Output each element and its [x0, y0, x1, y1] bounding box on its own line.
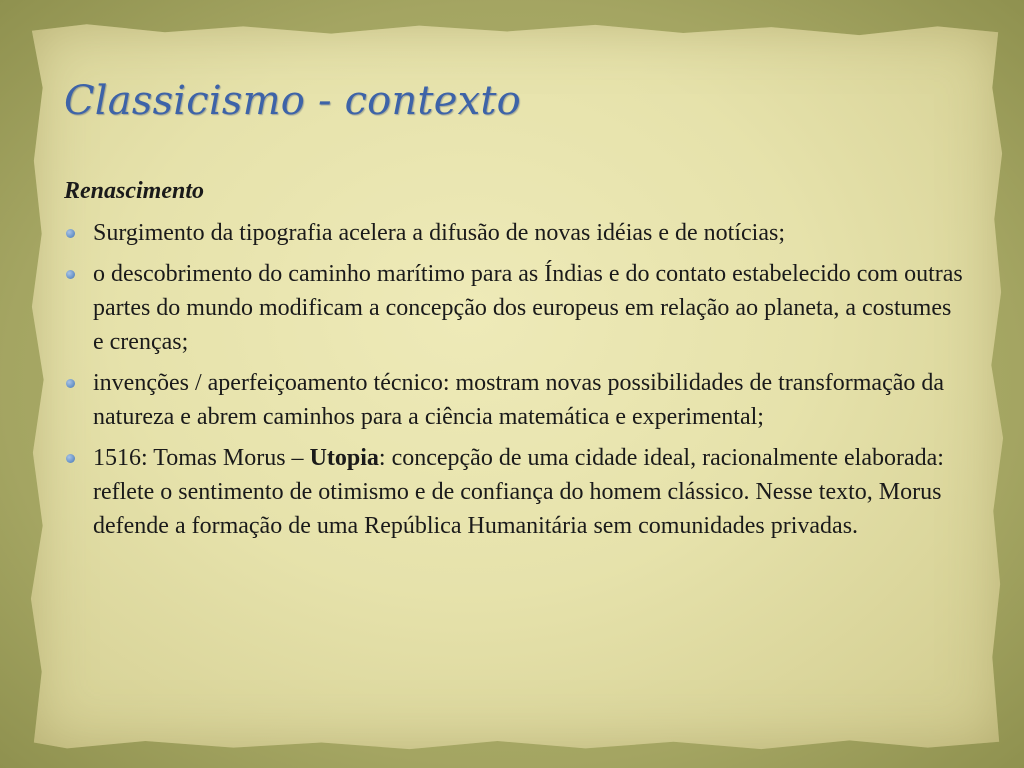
bullet-item [64, 216, 964, 250]
section-subheading: Renascimento [64, 178, 205, 204]
bullet-dot-icon [66, 454, 75, 463]
slide-title: Classicismo - contexto [64, 78, 521, 124]
bullet-item [64, 366, 964, 434]
bullet-dot-icon [66, 379, 75, 388]
bullet-item [64, 257, 964, 359]
bullet-dot-icon [66, 229, 75, 238]
bullet-text: o descobrimento do caminho marítimo para as Índias e do contato estabelecido com outras partes do mundo modificam a concepção dos europeus em relação ao planeta, a costumes e crenças; [93, 261, 963, 355]
bullet-text-prefix: 1516: Tomas Morus – [93, 445, 310, 471]
slide-content [64, 174, 964, 550]
bullet-item [64, 441, 964, 543]
bullet-text: invenções / aperfeiçoamento técnico: mostram novas possibilidades de transformação da natureza e abrem caminhos para a ciência matemática e experimental; [93, 370, 945, 430]
bullet-text: Surgimento da tipografia acelera a difusão de novas idéias e de notícias; [93, 220, 785, 246]
bullet-dot-icon [66, 270, 75, 279]
bullet-text-suffix: : concepção de uma cidade ideal, racionalmente elaborada: reflete o sentimento de otimismo e de confiança do homem clássico. Nesse texto, Morus defende a formação de uma República Humanitária sem comunidades privadas. [93, 445, 944, 539]
bullet-list [64, 216, 964, 543]
book-title-utopia: Utopia [309, 445, 379, 471]
